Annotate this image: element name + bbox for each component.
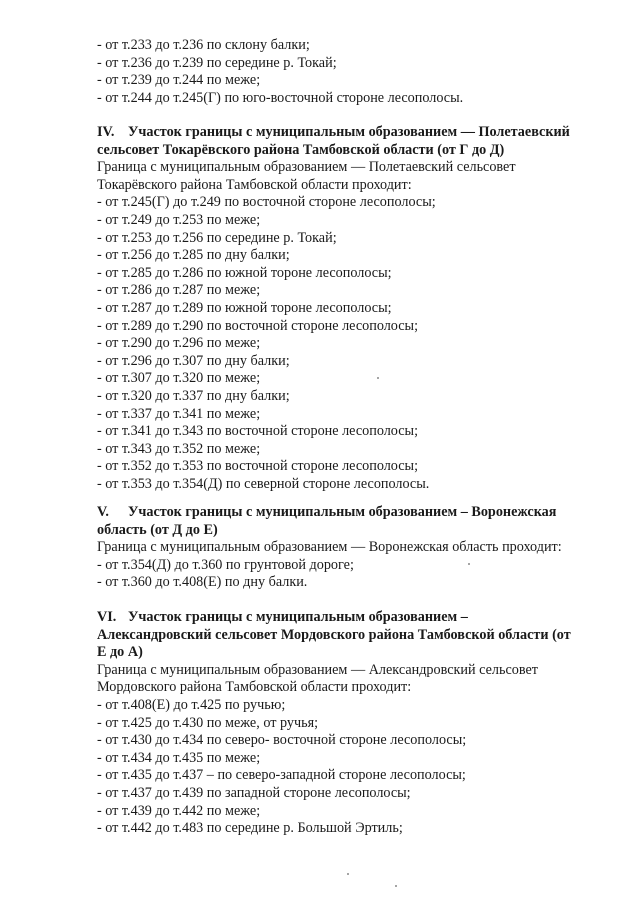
section-heading-text: Участок границы с муниципальным образованием – Воронежская (128, 504, 557, 520)
section-heading (97, 504, 617, 522)
list-item: - от т.256 до т.285 по дну балки; (97, 247, 290, 264)
scan-speck (468, 563, 470, 565)
section-vi (97, 609, 617, 838)
list-item: - от т.296 до т.307 по дну балки; (97, 352, 290, 369)
list-item: - от т.337 до т.341 по меже; (97, 405, 261, 422)
list-item: - от т.408(Е) до т.425 по ручью; (97, 696, 286, 713)
section-number: V. (97, 504, 109, 520)
list-item: - от т.352 до т.353 по восточной стороне лесополосы; (97, 458, 419, 475)
section-heading-line: Александровский сельсовет Мордовского района Тамбовской области (от (97, 626, 571, 643)
paragraph-line: Граница с муниципальным образованием — Александровский сельсовет (97, 661, 538, 678)
list-item: - от т.439 до т.442 по меже; (97, 802, 261, 819)
list-item: - от т.360 до т.408(Е) по дну балки. (97, 574, 308, 591)
list-item: - от т.289 до т.290 по восточной стороне лесополосы; (97, 317, 419, 334)
section-number: IV. (97, 124, 115, 140)
list-item: - от т.290 до т.296 по меже; (97, 335, 261, 352)
section-heading-line: область (от Д до Е) (97, 521, 218, 538)
paragraph-line: Токарёвского района Тамбовской области проходит: (97, 176, 412, 193)
section-v (97, 504, 617, 592)
section-continuation (97, 37, 617, 107)
list-item: - от т.244 до т.245(Г) по юго-восточной стороне лесополосы. (97, 89, 464, 106)
list-item: - от т.245(Г) до т.249 по восточной стороне лесополосы; (97, 194, 436, 211)
list-item: - от т.249 до т.253 по меже; (97, 211, 261, 228)
paragraph-line: Мордовского района Тамбовской области проходит: (97, 679, 412, 696)
section-heading-line: Е до А) (97, 644, 143, 661)
paragraph-line: Граница с муниципальным образованием — Воронежская область проходит: (97, 539, 562, 556)
scan-speck (377, 377, 379, 379)
section-heading (97, 124, 617, 142)
list-item: - от т.286 до т.287 по меже; (97, 282, 261, 299)
section-heading-text: Участок границы с муниципальным образованием — Полетаевский (128, 124, 570, 140)
section-heading-text: Участок границы с муниципальным образованием – (128, 609, 468, 625)
paragraph-line: Граница с муниципальным образованием — Полетаевский сельсовет (97, 159, 516, 176)
list-item: - от т.341 до т.343 по восточной стороне лесополосы; (97, 423, 419, 440)
list-item: - от т.425 до т.430 по меже, от ручья; (97, 714, 319, 731)
list-item: - от т.236 до т.239 по середине р. Токай; (97, 54, 337, 71)
section-number: VI. (97, 609, 117, 625)
section-heading-line: сельсовет Токарёвского района Тамбовской области (от Г до Д) (97, 141, 505, 158)
list-item: - от т.354(Д) до т.360 по грунтовой дороге; (97, 556, 354, 573)
list-item: - от т.287 до т.289 по южной тороне лесополосы; (97, 299, 392, 316)
list-item: - от т.442 до т.483 по середине р. Большой Эртиль; (97, 820, 403, 837)
list-item: - от т.239 до т.244 по меже; (97, 72, 261, 89)
section-iv (97, 124, 617, 493)
list-item: - от т.435 до т.437 – по северо-западной стороне лесополосы; (97, 767, 466, 784)
list-item: - от т.285 до т.286 по южной тороне лесополосы; (97, 264, 392, 281)
list-item: - от т.307 до т.320 по меже; (97, 370, 261, 387)
list-item: - от т.253 до т.256 по середине р. Токай; (97, 229, 337, 246)
scan-speck (347, 873, 349, 875)
section-heading (97, 609, 617, 627)
list-item: - от т.343 до т.352 по меже; (97, 440, 261, 457)
list-item: - от т.430 до т.434 по северо- восточной стороне лесополосы; (97, 732, 467, 749)
list-item: - от т.434 до т.435 по меже; (97, 749, 261, 766)
list-item: - от т.320 до т.337 по дну балки; (97, 387, 290, 404)
scan-speck (395, 885, 397, 887)
list-item: - от т.437 до т.439 по западной стороне лесополосы; (97, 784, 411, 801)
list-item: - от т.353 до т.354(Д) по северной стороне лесополосы. (97, 475, 430, 492)
list-item: - от т.233 до т.236 по склону балки; (97, 37, 310, 53)
